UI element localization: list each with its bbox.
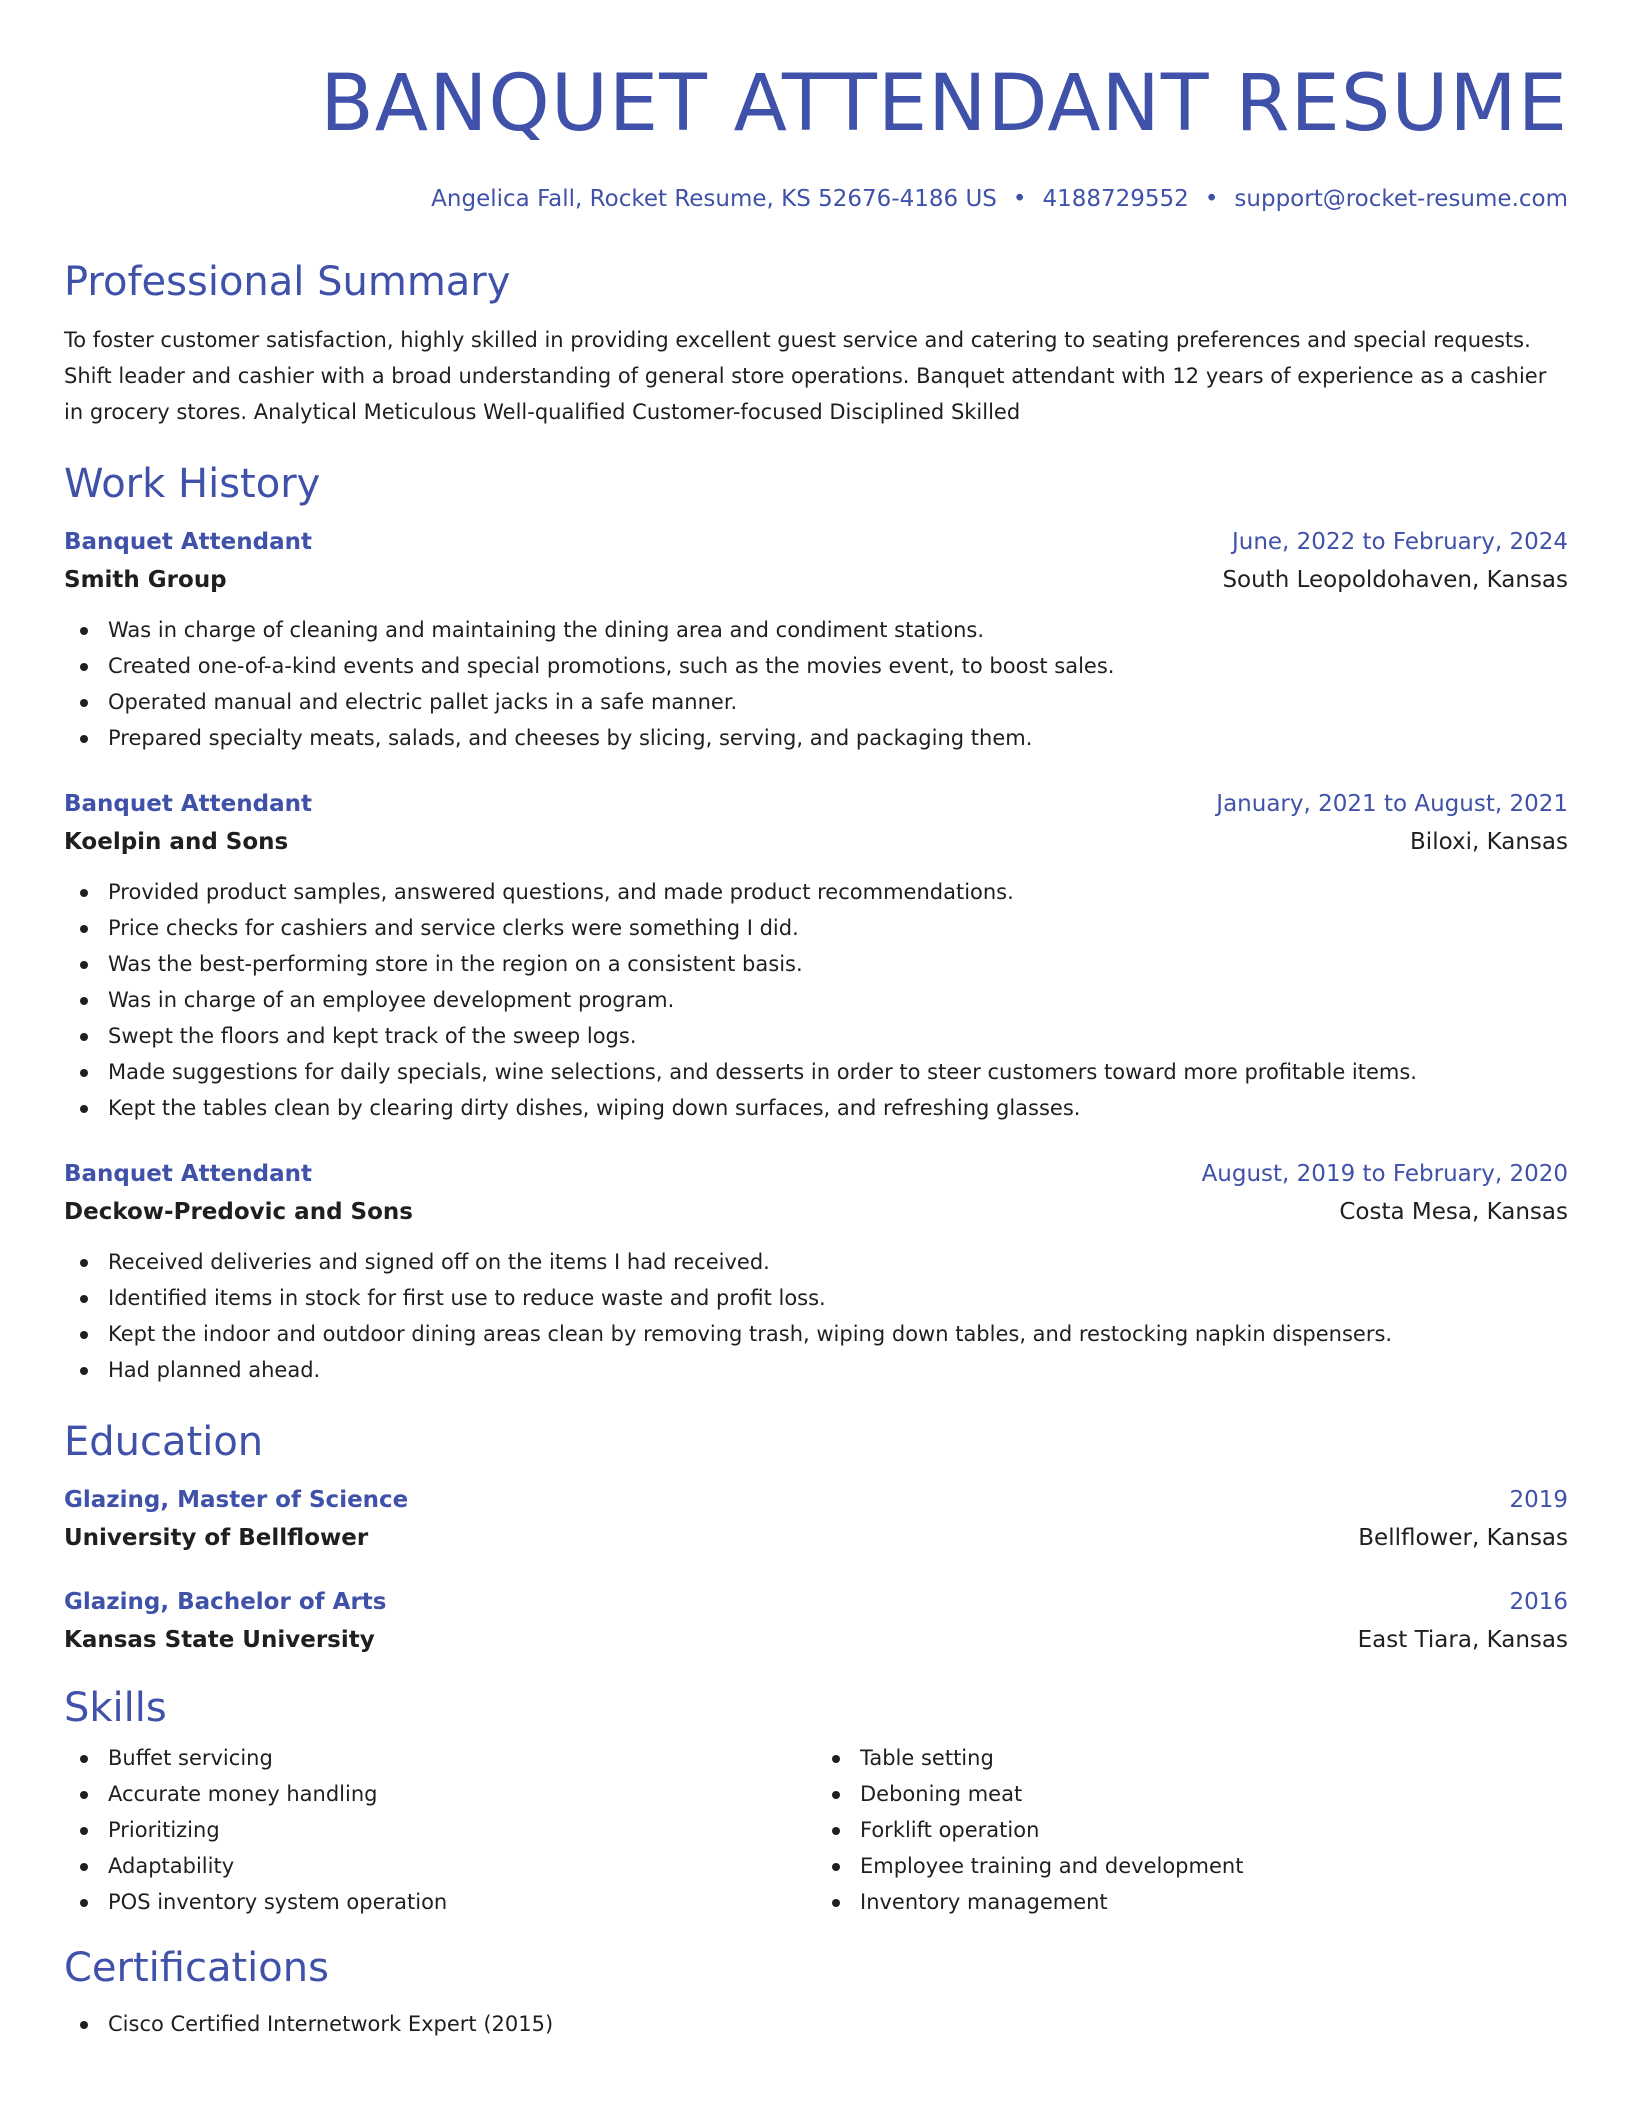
education-school: Kansas State University	[64, 1627, 375, 1653]
education-location: East Tiara, Kansas	[1357, 1627, 1568, 1653]
resume-header	[64, 0, 1568, 214]
job-duties-list	[64, 612, 1568, 756]
job-duties-list	[64, 874, 1568, 1126]
job-entry	[64, 786, 1568, 1126]
education-year: 2019	[1509, 1487, 1568, 1513]
work-history-section	[64, 458, 1568, 1388]
job-duties-list	[64, 1244, 1568, 1388]
skill-item: Adaptability	[64, 1848, 816, 1884]
job-company: Smith Group	[64, 567, 227, 593]
job-entry	[64, 1156, 1568, 1388]
skill-item: Prioritizing	[64, 1812, 816, 1848]
job-duty: Was the best-performing store in the region on a consistent basis.	[64, 946, 1568, 982]
summary-heading: Professional Summary	[64, 259, 511, 305]
job-dates: August, 2019 to February, 2020	[1201, 1161, 1568, 1187]
job-role: Banquet Attendant	[64, 1161, 312, 1187]
summary-text: To foster customer satisfaction, highly skilled in providing excellent guest service and catering to seating preferences and special requests. Shift leader and cashier with a broad understanding of general store operations. Banquet attendant with 12 years of experience as a cashier in grocery stores. Analytical Meticulous Well-qualified Customer-focused Disciplined Skilled	[64, 328, 1547, 424]
job-company: Deckow-Predovic and Sons	[64, 1199, 413, 1225]
skill-item: Deboning meat	[816, 1776, 1568, 1812]
education-degree: Glazing, Bachelor of Arts	[64, 1589, 387, 1615]
contact-line	[64, 184, 1568, 214]
skills-list	[64, 1740, 816, 1920]
job-duty: Price checks for cashiers and service clerks were something I did.	[64, 910, 1568, 946]
job-location: Costa Mesa, Kansas	[1339, 1199, 1568, 1225]
skill-item: Forklift operation	[816, 1812, 1568, 1848]
certifications-heading: Certifications	[64, 1945, 329, 1991]
job-dates: January, 2021 to August, 2021	[1216, 791, 1568, 817]
job-company: Koelpin and Sons	[64, 829, 289, 855]
skill-item: Buffet servicing	[64, 1740, 816, 1776]
job-duty: Prepared specialty meats, salads, and cheeses by slicing, serving, and packaging them.	[64, 720, 1568, 756]
education-school: University of Bellflower	[64, 1525, 369, 1551]
job-dates: June, 2022 to February, 2024	[1231, 529, 1568, 555]
contact-separator: •	[1204, 186, 1219, 212]
certifications-list	[64, 2006, 1568, 2042]
education-heading: Education	[64, 1419, 264, 1465]
job-duty: Received deliveries and signed off on the items I had received.	[64, 1244, 1568, 1280]
education-section	[64, 1416, 1568, 1660]
certifications-section	[64, 1942, 1568, 2042]
job-duty: Swept the floors and kept track of the sweep logs.	[64, 1018, 1568, 1054]
certification-item: Cisco Certified Internetwork Expert (2015)	[64, 2006, 1568, 2042]
job-duty: Was in charge of cleaning and maintaining the dining area and condiment stations.	[64, 612, 1568, 648]
job-duty: Provided product samples, answered questions, and made product recommendations.	[64, 874, 1568, 910]
skills-heading: Skills	[64, 1685, 167, 1731]
job-duty: Was in charge of an employee development program.	[64, 982, 1568, 1018]
job-role: Banquet Attendant	[64, 791, 312, 817]
job-role: Banquet Attendant	[64, 529, 312, 555]
skill-item: POS inventory system operation	[64, 1884, 816, 1920]
job-location: South Leopoldohaven, Kansas	[1222, 567, 1568, 593]
skill-item: Table setting	[816, 1740, 1568, 1776]
education-entry	[64, 1482, 1568, 1558]
education-year: 2016	[1509, 1589, 1568, 1615]
contact-phone: 4188729552	[1042, 186, 1189, 212]
education-degree: Glazing, Master of Science	[64, 1487, 409, 1513]
education-entry	[64, 1584, 1568, 1660]
job-duty: Operated manual and electric pallet jacks in a safe manner.	[64, 684, 1568, 720]
skill-item: Employee training and development	[816, 1848, 1568, 1884]
contact-email[interactable]: support@rocket-resume.com	[1234, 186, 1568, 212]
work-history-heading: Work History	[64, 461, 321, 507]
job-location: Biloxi, Kansas	[1410, 829, 1568, 855]
job-duty: Made suggestions for daily specials, wine selections, and desserts in order to steer customers toward more profitable items.	[64, 1054, 1568, 1090]
education-location: Bellflower, Kansas	[1358, 1525, 1568, 1551]
contact-address: Angelica Fall, Rocket Resume, KS 52676-4186 US	[431, 186, 997, 212]
skills-section	[64, 1682, 1568, 1920]
skill-item: Inventory management	[816, 1884, 1568, 1920]
job-duty: Kept the tables clean by clearing dirty dishes, wiping down surfaces, and refreshing glasses.	[64, 1090, 1568, 1126]
job-duty: Had planned ahead.	[64, 1352, 1568, 1388]
skills-column-right	[816, 1740, 1568, 1920]
skills-grid	[64, 1740, 1568, 1920]
resume-title: BANQUET ATTENDANT RESUME	[320, 59, 1568, 149]
job-duty: Kept the indoor and outdoor dining areas clean by removing trash, wiping down tables, and restocking napkin dispensers.	[64, 1316, 1568, 1352]
skills-list	[816, 1740, 1568, 1920]
job-duty: Created one-of-a-kind events and special promotions, such as the movies event, to boost sales.	[64, 648, 1568, 684]
job-duty: Identified items in stock for first use to reduce waste and profit loss.	[64, 1280, 1568, 1316]
contact-separator: •	[1012, 186, 1027, 212]
skills-column-left	[64, 1740, 816, 1920]
skill-item: Accurate money handling	[64, 1776, 816, 1812]
summary-section	[64, 256, 1568, 430]
job-entry	[64, 524, 1568, 756]
